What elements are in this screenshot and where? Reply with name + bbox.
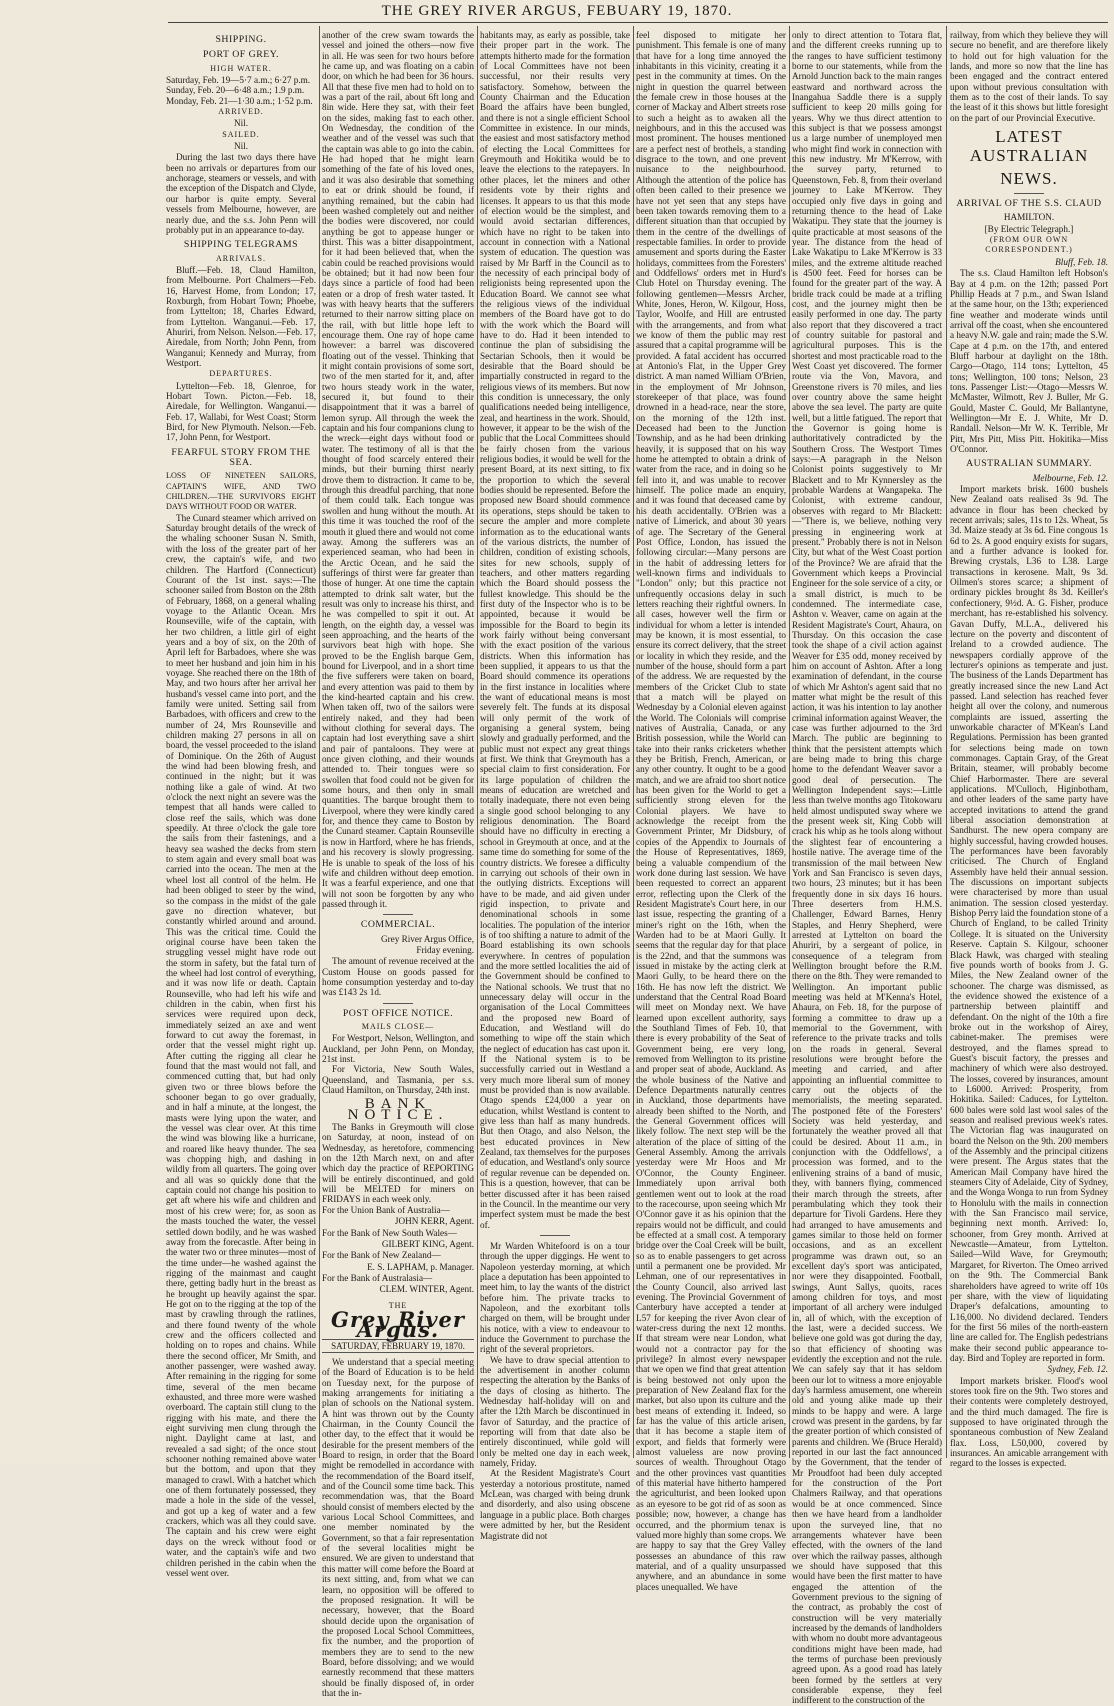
bank-holiday-paragraph: We have to draw special attention to the advertisement in another column respecting the alteration by the Banks of the days of closing as hitherto. The Wednesday half-holiday will on and after the 12th March be discontinued in favor of Saturday, and the practice of reporting will from that date also be entirely discontinued, while gold will only be melted one day in each week, namely, Friday. (480, 1354, 630, 1469)
telegrams-heading: SHIPPING TELEGRAMS (183, 239, 299, 251)
column-5 (792, 30, 943, 1706)
arrived-heading: ARRIVED. (218, 107, 264, 117)
column-rule (789, 26, 790, 1458)
column-6 (950, 30, 1108, 1469)
fearful-story-text: The Cunard steamer which arrived on Saturday brought details of the wreck of the whaling schooner Susan N. Smith, with the loss of the greater part of her crew, the captain's wife, and two children. The Hartford (Connecticut) Courant of the 1st inst. says:—The schooner sailed from Boston on the 28th of February, 1868, on a general whaling voyage to the Atlantic Ocean. Mrs Rounseville, wife of the captain, with her two children, a little girl of eight years and a boy of six, on the 20th of April left for Barbadoes, where she was to meet her husband and join him in his voyage. She reached there on the 18th of May, and two hours after her arrival her husband's vessel came into port, and the family were united. Setting sail from Barbadoes, with officers and crew to the number of 24, Mrs Rounseville and children making 27 persons in all on board, the vessel proceeded to the island of Dominique. On the 26th of August the wind had been blowing fresh, and continued in the night; but it was nothing like a gale of wind. At two o'clock the next night an severe was the tempest that all hands were called to close reef the sails, which was done speedily. At three o'clock the gale tore the sails from their fastenings, and a heavy sea washed the decks from stern to stem again and every small boat was carried into the ocean. The men at the wheel lost all control of the helm. He had been obliged to steer by the wind, so the compass in the midst of the gale gave no direction whatever, but constantly whirled around and around. This was the critical time. Could the original course have been taken the struggling vessel might have rode out the storm in safety, but the fatal turn of the wheel had lost control of everything, and it was now life or death. Captain Rounseville, who had left his wife and children in the cabin, when first his services were required upon deck, immediately seized an axe and went forward to cut away the foremast, in order that the vessel might right up. After cutting the rigging all clear he found that the mast would not fall, and commenced cutting that, but had only given two or three blows before the schooner began to go over gradually, and in half a minute, at the longest, the masts were lying upon the water, and the vessel was clear over. At this time the wind was blowing like a hurricane, and roared like heavy thunder. The sea was chopping high, and dashing in wildly from all quarters. The going over and all was so quickly done that the captain could not change his position to get aft where his wife and children and most of his crew were; for, as soon as the masts touched the water, the vessel settled down bodily, and he was washed away from the forecastle. After being in the water two or three minutes—most of the time under—he washed against the rigging of the mainmast and caught there, getting badly hurt in the breast as he brought up heavily against the spar. He got on to the rigging at the top of the mast by crawling through the ratlines, and there found twenty of the whole crew and the officers collected and holding on to ropes and chains. While there the second officer, Mr Smith, and another passenger, were washed away. After remaining in the rigging for some time, several of the men became exhausted, and three more were washed overboard. The captain still clung to the rigging with his mate, and there the eight surviving men clung through the night. Daylight came at last, and revealed a sad sight; of the once stout schooner nothing remained above water but the bottom, and upon that they managed to crawl. With a hatchet which one of them fortunately possessed, they made a hole in the side of the vessel, and got up a keg of water and a few crackers, which was all they could save. The captain and his crew were eight days on the wreck without food or water, and the captain's wife and two children perished in the cabin when the vessel went over. (166, 512, 317, 1578)
arrivals-text: Bluff.—Feb. 18, Claud Hamilton, from Melbourne. Port Chalmers—Feb. 16, Harvest Home, from London; 17, Roxburgh, from Hobart Town; Phoebe, from Lyttelton; 18, Charles Edward, from Lyttelton. Wanganui.—Feb. 17, Ahuriri, from Nelson. Nelson.—Feb. 17, Airedale, from North; John Penn, from Wanganui; Kennedy and Murray, from Westport. (166, 264, 316, 368)
bank-notice-heading: BANK NOTICE. (347, 1096, 449, 1123)
sailed-value: Nil. (233, 141, 249, 152)
bluff-dateline: Bluff, Feb. 18. (1055, 256, 1108, 267)
column-rule (319, 26, 320, 1458)
tide-line: Monday, Feb. 21—1·30 a.m.; 1·52 p.m. (166, 95, 313, 106)
story-continuation: another of the crew swam towards the vessel and joined the others—now five in all. He was seen for two hours before he came up, and was floating on a cabin door, on which he had been for 36 hours. All that these five men had to hold on to was a part of the rail, about 6ft long and 8in wide. Here they sat, with their feet on the sides, making fast to each other. On Wednesday, the condition of the weather and of the vessel was such that the captain was able to go into the cabin. He had hoped that he might learn something of the fate of his loved ones, and it was also desirable that something to eat or drink should be found, if anything remained, but the cabin had been washed completely out and neither the bodies were discovered, nor could anything be got to appease hunger or thirst. This was a bitter disappointment, for it had been believed that, when the cabin could be reached provisions would be obtained; but it had now been four days since a particle of food had been eaten or a drop of fresh water tasted. It was with heavy hearts that the sufferers returned to their narrow sitting place on the rail, with but little hope left to encourage them. One ray of hope came however: a barrel was discovered floating out of the vessel. Thinking that it might contain provisions of some sort, two of the men started for it, and, after two hours steady work in the water, secured it, but found to their disappointment that it was a barrel of lemon syrup. All through the week the captain and his four companions clung to the wreck—eight days without food or water. The testimony of all is that the thought of food scarcely entered their minds, but their burning thirst nearly drove them to distraction. It came to be, through this dreadful parching, that none of them could talk. Each tongue was swollen and hung without the mouth. At this time it was touched the roof of the mouth it glued there and would not come away. Among the sufferers was an experienced seaman, who had been in the Arctic Ocean, and he said the sufferings of thirst were far greater than those of hunger. At one time the captain attempted to drink salt water, but the result was only to increase his thirst, and he was compelled to spit it out. At length, on the eighth day, a vessel was seen approaching, and the hearts of the survivors beat high with hope. She proved to be the English barque Gem, bound for Liverpool, and in a short time the five sufferers were taken on board, and every attention was paid to them by the kind-hearted captain and his crew. When taken off, two of the sailors were entirely naked, and they had been without clothing for several days. The captain had lost everything save a shirt and pair of pantaloons. They were at once given clothing, and their wounds attended to. Their tongues were so swollen that food could not be given for some hours, and then only in small quantities. The barque brought them to Liverpool, where they were kindly cared for, and thence they came to Boston by the Cunard steamer. Captain Rounseville is now in Hartford, where he has friends, and his recovery is slowly progressing. He is unable to speak of the loss of his wife and children without deep emotion. It was a fearful experience, and one that will not soon be forgotten by any who passed through it. (322, 30, 474, 909)
commercial-date: Friday evening. (416, 944, 474, 955)
correspondent-note: (FROM OUR OWN CORRESPONDENT.) (985, 235, 1073, 255)
tide-line: Saturday, Feb. 19—5·7 a.m.; 6·27 p.m. (166, 75, 311, 86)
divider (540, 1235, 570, 1236)
post-office-text: For Victoria, New South Wales, Queensland, and Tasmania, per s.s. Claud Hamilton, on Thursday, 24th inst. (322, 1064, 474, 1096)
bank-signature-line: For the Bank of Australasia— (322, 1272, 433, 1283)
sydney-text: Import markets brisker. Flood's wool stores took fire on the 9th. Two stores and their contents were completely destroyed, and the third much damaged. The fire is supposed to have originated through the spontaneous combustion of New Zealand flax. Loss, L50,000, covered by insurances. An amicable arrangement with regard to the losses is expected. (950, 1375, 1108, 1469)
arrival-heading-ship: HAMILTON. (1003, 212, 1055, 223)
bank-signature-line: For the Bank of New Zealand— (322, 1250, 441, 1261)
editorial-continuation: habitants may, as early as possible, take their proper part in the work. The attempts hitherto made for the formation of Local Committees have not been successful, nor their results very satisfactory. Somehow, between the County Chairman and the Education Board the affairs have been bungled, and there is not a single efficient School Committee in existence. In our minds, the easiest and most satisfactory method of electing the Local Committees for Greymouth and Hokitika would be to leave the elections to the ratepayers. In other places, let the miners and other residents vote by their rights and licenses. It appears to us that this mode of election would be the simplest, and would avoid sectarian differences, which have no right to be taken into account in connection with a National system of education. The question was raised by Mr Barff in the Council as to the necessity of each principal body of religionists being represented upon the Education Board. We cannot see what the religious views of the individual members of the Board have got to do with the work which the Board will have to do. Had it been intended to continue the plan of subsidising the Sectarian Schools, then it would be desirable that the Board should be impartially constructed in regard to the religious views of its members. But now this condition is unnecessary, the only qualifications needed being intelligence, zeal, and heartiness in the work. Should, however, it appear to be the wish of the public that the Local Committees should be fairly chosen from the various religious bodies, it would be well for the present Board, at its next sitting, to fix the proportion to which the several bodies should be represented. Before the proposed new Board should commence its operations, steps should be taken to secure the ampler and more complete information as to the educational wants of the various districts, the number of children, condition of existing schools, sites for new schools, supply of teachers, and other matters regarding which the Board should possess the fullest knowledge. This should be the first duty of the Inspector who is to be appointed, because it would be impossible for the Board to begin its work fairly without being conversant with the exact position of the various districts. When this information has been supplied, it appears to us that the Board should commence its operations in the first instance in localities where the want of educational means is most severely felt. The funds at its disposal will only permit of the work of organising a general system, being slowly and gradually performed, and the public must not expect any great things at first. We think that Greymouth has a special claim to first consideration. For its large population of children the means of education are wretched and totally inadequate, there not even being a single good school belonging to any religious denomination. The Board should have no difficulty in erecting a school in Greymouth at once, and at the same time do something for some of the country districts. We foresee a difficulty in carrying out schools of their own in the outlying districts. Exceptions will have to be made, and aid given under rigid inspection, to private and denominational schools in some localities. The population of the interior is of too shifting a nature to admit of the Board establishing its own schools everywhere. In centres of population and the more settled localities the aid of the Government should be confined to the National schools. We trust that no unnecessary delay will occur in the organisation of the Local Committees and the proposed new Board of Education, and Westland will do something to wipe off the stain which the neglect of education has cast upon it. If the National system is to be successfully carried out in Westland a very much more liberal sum of money must be provided than is now available. Otago spends £24,000 a year on education, whilst Westland is content to give less than half as many hundreds. But then Otago, and also Nelson, the best educated provinces in New Zealand, tax themselves for the purposes of education, and Westland's only source of regular revenue can be depended on. This is a question, however, that can be better discussed after it has been raised in the Council. In the meantime our very imperfect system must be made the best of. (480, 30, 631, 1230)
column-rule (477, 26, 478, 1458)
nameplate-the: THE (388, 1300, 408, 1310)
post-office-text: For Westport, Nelson, Wellington, and Auckland, per John Penn, on Monday, 21st inst. (322, 1033, 474, 1064)
issue-date: SATURDAY, FEBRUARY 19, 1870. (322, 1339, 474, 1353)
sailed-heading: SAILED. (222, 129, 260, 139)
tide-line: Sunday, Feb. 20—6·48 a.m.; 1.9 p.m. (166, 85, 305, 96)
column-4 (636, 30, 787, 1592)
australian-summary-heading: AUSTRALIAN SUMMARY. (966, 458, 1092, 470)
local-news-continuation: only to direct attention to Totara flat, and the different creeks running up to the ranges to have sufficient testimony borne to our statements, while from the Arnold Junction back to the main ranges eastward and northward across the Inangahua Saddle there is a supply sufficient to keep 20 mills going for years. Why we thus direct attention to this subject is that we possess amongst us a large number of unemployed men who might find work in connection with this new industry. Mr M'Kerrow, with the survey party, returned to Queenstown, Feb. 8, from their overland journey to Lake M'Kerrow. They occupied only five days in going and returning thence to the head of Lake Wakatipu. They state that the journey is quite practicable at most seasons of the year. The distance from the head of Lake Wakatipu to Lake M'Kerrow is 33 miles, and the extreme altitude reached is 4500 feet. Feed for horses can be found for the greater part of the way. A bridle track could be made at a trifling cost, and the journey might then be easily performed in one day. The party also report that they discovered a tract of country suitable for pastoral and agricultural purposes. This is the shortest and most practicable road to the West Coast yet discovered. The former route via the Von, Mavora, and Greenstone rivers is 70 miles, and lies over country above the same height above the sea level. The party are quite well, but a little fatigued. The report that the Governor is going home is authoritatively contradicted by the Southern Cross. The Westport Times says:—A paragraph in the Nelson Colonist points suggestively to Mr Blackett and to Mr Kynnersley as the probable Wardens at Wangapeka. The Colonist, with extreme candour, observes with regard to Mr Blackett:—"There is, we believe, nothing very pressing in engineering work at present." Probably there is not in Nelson City, but what of the West Coast portion of the Province? We are afraid that the Government which keeps a Provincial Engineer for the sole service of a city, or a small district, is much to be condemned. The intermediate case, Ashton v. Weaver, came on again at the Resident Magistrate's Court, Ahaura, on Thursday. On this occasion the case took the shape of a civil action against Weaver for £35 odd, money received by him on account of Ashton. After a long examination of defendant, in the course of which Mr Ashton's agent said that no matter what might be the result of this action, it was his intention to lay another criminal information against Weaver, the case was further adjourned to the 3rd March. The public are beginning to think that the persistent attempts which are being made to bring this charge home to the defendant Weaver savor a good deal of persecution. The Wellington Independent says:—Little less than twelve months ago Titokowaru held almost undisputed sway where we the present week sit, King Cobb will crack his whip as he tools along without the slightest fear of encountering a hostile native. The average time of the transmission of the mail between New York and San Francisco is seven days, two hours, 23 minutes; but it has been frequently done in six days 16 hours. Three deserters from H.M.S. Challenger, Edward Barnes, Henry Staples, and Henry Shepherd, were arrested at Lyttelton on board the Ahuriri, by a sergeant of police, in consequence of a telegram from Wellington brought before the R.M. there on the 8th. They were remanded to Wellington. An important public meeting was held at M'Kenna's Hotel, Ahaura, on Feb. 18, for the purpose of forming a committee to draw up a memorial to the Government, with reference to the private tracks and tolls on the roads in general. Several resolutions were brought before the meeting and carried, and after appointing an influential committee to carry out the objects of the memorialists, the meeting separated. The postponed fête of the Foresters' Society was held yesterday, and fortunately the weather proved all that could be desired. About 11 a.m., in conjunction with the Oddfellows', a procession was formed, and to the enlivening strains of a band of music, they, with banners flying, commenced their march through the streets, after perambulating which they took their departure for Tivoli Gardens. Here they had arranged to have amusements and games similar to those held on former occasions, and as an excellent programme was drawn out, so an excellent day's sport was anticipated, nor were they disappointed. Football, swings, Aunt Sallys, quoits, races among children for toys, and most important of all archery were indulged in, all of which, with the exception of the last, were a decided success. We believe one gold was got during the day, so that efficiency of shooting was evidently the exception and not the rule. We can safely say that it has seldom been our lot to witness a more enjoyable day's harmless amusement, one wherein old and young alike made up their minds to be happy and were. A large crowd was present in the gardens, by far the greater portion of which consisted of parents and children. We (Bruce Herald) reported in our last the fact announced by the Government, that the tender of Mr Proudfoot had been duly accepted for the construction of the Port Chalmers Railway, and that operations would be at once commenced. Since then we have heard from a landholder upon the surveyed line, that no arrangements whatever have been effected, with the owners of the land over which the railway passes, although we should have supposed that this would have been the first matter to have engaged the attention of the Government previous to the signing of the contract, as probably the cost of construction will be very materially increased by the demands of landholders with whom no doubt more advantageous conditions might have been made, had the terms of purchase been previously agreed upon. As a good road has lately been formed by the settlers at very considerable expense, they feel indifferent to the construction of the (792, 30, 943, 1706)
post-office-heading: POST OFFICE NOTICE. (342, 1007, 454, 1019)
mails-close-heading: MAILS CLOSE— (361, 1021, 435, 1031)
arrival-heading: ARRIVAL OF THE S.S. CLAUD (956, 198, 1102, 210)
divider (383, 1003, 413, 1004)
commercial-heading: COMMERCIAL. (360, 919, 436, 931)
bank-notice-text: The Banks in Greymouth will close on Saturday, at noon, instead of on Wednesday, as heretofore, commencing on the 12th March next, on and after which day the practice of REPORTING will be entirely discontinued, and gold will be MELTED for miners on FRIDAYS in each week only. (322, 1122, 474, 1205)
divider (383, 914, 413, 915)
shipping-heading: SHIPPING. (215, 34, 267, 45)
high-water-heading: HIGH WATER. (210, 63, 272, 73)
bank-signature-line: For the Bank of New South Wales— (322, 1227, 457, 1238)
editorial-text: We understand that a special meeting of the Board of Education is to be held on Tuesday next, for the purpose of making arrangements for initiating a plan of schools on the National system. A hint was thrown out by the County Chairman, in the County Council the other day, to the effect that it would be desirable for the present members of the Board to resign, in order that the Board might be remodelled in accordance with the recommendation of the Board itself, and of the Council some time back. This recommendation was, that the Board should consist of members elected by the various Local School Committees, and one member nominated by the Government, so that a fair representation of the several localities might be ensured. We are given to understand that this matter will come before the Board at its next sitting, and, from what we can learn, no opposition will be offered to the proposed resignation. It will be necessary, however, that the Board should decide upon the organisation of the proposed Local School Committees, fix the number, and the proportion of members they are to send to the new Board, before dissolving; and we would earnestly recommend that these matters should be finally disposed of, in order that the in- (322, 1356, 474, 1698)
bank-signature-name: GILBERT KING, Agent. (381, 1238, 474, 1249)
warden-paragraph: Mr Warden Whitefoord is on a tour through the upper diggings. He went to Napoleon yesterday morning, at which place a deputation has been appointed to meet him, to lay the wants of the district before him. The private tracks to Napoleon, and the exorbitant tolls charged on them, will be brought under his notice, with a view to endeavour to induce the Government to purchase the right of the several proprietors. (480, 1240, 630, 1355)
column-3 (480, 30, 631, 1541)
page-masthead: THE GREY RIVER ARGUS, FEBUARY 19, 1870. (381, 3, 733, 19)
divider (1014, 193, 1044, 194)
departures-heading: DEPARTURES. (209, 369, 273, 379)
column-rule (946, 26, 947, 1458)
telegraph-note: [By Electric Telegraph.] (984, 223, 1074, 234)
departures-text: Lyttelton—Feb. 18, Glenroe, for Hobart Town. Picton.—Feb. 18, Airedale, for Wellington. Wanganui.—Feb. 17, Wallabi, for West Coast; Storm Bird, for New Plymouth. Nelson.—Feb. 17, John Penn, for Westport. (166, 380, 316, 443)
column-1 (166, 30, 317, 1578)
masthead-rule (168, 22, 1108, 23)
bank-signature-name: E. S. LAPHAM, p. Manager. (367, 1261, 474, 1272)
sydney-dateline: Sydney, Feb. 12. (1047, 1364, 1108, 1375)
court-paragraph: At the Resident Magistrate's Court yesterday a notorious prostitute, named McLean, was charged with being drunk and disorderly, and also using obscene language in a public place. Both charges were admitted by her, but the Resident Magistrate did not (480, 1468, 630, 1541)
bluff-text: The s.s. Claud Hamilton left Hobson's Bay at 4 p.m. on the 12th; passed Port Phillip Heads at 7 p.m., and Swan Island at the same hour, on the 13th; experienced fine weather and moderate winds until arrival off the coast, when she encountered a heavy N.W. gale and rain; made the S.W. Cape at 4 p.m. on the 17th, and entered Bluff harbour at daylight on the 18th. Cargo—Otago, 114 tons; Lyttelton, 45 tons; Wellington, 100 tons; Nelson, 23 tons. Passenger List:—Otago—Messrs W. McMaster, Wilmott, Rev J. Buller, Mr G. Gould, Master C. Gould, Mr Ballantyne, Wellington—Mr E. J. White, Mr D. Randall. Nelson—Mr W. K. Terrible, Mr Pitt, Mrs Pitt, Miss Pitt. Hokitika—Miss O'Connor. (950, 268, 1108, 454)
commercial-text: The amount of revenue received at the Custom House on goods passed for home consumption yesterday and to-day was £143 2s 1d. (322, 956, 474, 998)
bank-signature-name: CLEM. WINTER, Agent. (379, 1284, 474, 1295)
port-heading: PORT OF GREY. (202, 49, 280, 61)
bank-signature-line: For the Union Bank of Australia— (322, 1204, 450, 1215)
melbourne-text: Import markets brisk. 1600 bushels New Zealand oats realised 3s 9d. The advance in flour has been checked by recent arrivals; sales, 11s to 12s. Wheat, 5s 3d. Maize steady at 3s 6d. Fine congous 1s 6d to 2s. A good enquiry exists for sugars, and a further advance is looked for. Brewing crystals, L36 to L38. Large transactions in kerosene. Malt, 9s 3d. Oilmen's stores scarce; a shipment of ordinary pickles brought 8s 3d. Keiller's confectionery, 9½d. A. G. Fisher, produce merchant, has re-established his solvency. Gavan Duffy, M.L.A., delivered his lecture on the poverty and discontent of Ireland to a crowded audience. The newspapers cordially approve of the lecturer's opinions as temperate and just. The business of the Lands Department has greatly increased since the new Land Act passed. Land selection has reached fever height all over the colony, and numerous complaints are issued, asserting the unworkable character of M'Kean's Land Regulations. Permission has been granted for selections being made on town commonages. Captain Gray, of the Great Britain, steamer, will probably become Chief Harbormaster. There are several applications. M'Culloch, Higinbotham, and other leaders of the same party have accepted invitations to attend the grand liberal association demonstration at Sandhurst. The new opera company are highly successful, having crowded houses. The performances have been favorably criticised. The Church of England Assembly have held their annual session. The discussions on important subjects were characterised by more than usual animation. The session closed yesterday. Bishop Perry laid the foundation stone of a Church of England, to be called Trinity College. It is situated on the University Reserve. Captain S. Kilgour, schooner Black Hawk, was charged with stealing five pounds worth of books from J. G. Miles, the New Zealand owner of the schooner. The charge was dismissed, as the evidence showed the existence of a partnership between plaintiff and defendant. On the night of the 10th a fire broke out in the workshop of Airey, cabinet-maker. The premises were destroyed, and the flames spread to Guest's biscuit factory, the presses and machinery of which were also destroyed. The losses, covered by insurances, amount to L6000. Arrived: Prosperity, from Hokitika. Sailed: Caduces, for Lyttelton. 600 bales were sold last wool sales of the season and realised previous week's rates. The Victorian flag was inaugurated on board the Nelson on the 9th. 200 members of the Assembly and the principal citizens were present. The Argus states that the American Mail Company have hired the steamers City of Adelaide, City of Sydney, and the Wonga Wonga to run from Sydney to Honolulu with the mails in connection with the San Francisco mail service, beginning next month. Arrived: Io, schooner, from Grey month. Arrived at Newcastle—Amateur, from Lyttelton. Sailed—Wild Wave, for Greymouth; Margaret, for Riverton. The Omeo arrived on the 9th. The Commercial Bank shareholders have agreed to write off 10s per share, with the view of liquidating Draper's defalcations, amounting to L16,000. No dividend declared. Tenders for the first 56 miles of the north-eastern line are called for. The English pedestrians make their second public appearance to-day. Bird and Topley are reported in form. (950, 484, 1108, 1363)
shipping-paragraph: During the last two days there have been no arrivals or departures from our anchorage, steamers or vessels, and with the exception of the Dispatch and Clyde, our harbor is quite empty. Several vessels from Melbourne, however, are nearly due, and the s.s. John Penn will probably put in an appearance to-day. (166, 152, 316, 235)
fearful-story-heading: FEARFUL STORY FROM THE SEA. (171, 446, 311, 469)
railway-continuation: railway, from which they believe they will secure no benefit, and are therefore likely to hold out for high valuation for the lands, and more so now that the line has been engaged and the contract entered upon without previous consultation with them as to the cost of their lands. To say the least of it this shows but little foresight on the part of our Provincial Executive. (950, 30, 1108, 123)
arrived-value: Nil. (233, 118, 249, 129)
melbourne-dateline: Melbourne, Feb. 12. (1032, 472, 1108, 483)
column-rule (633, 26, 634, 1458)
local-news-text: feel disposed to mitigate her punishment. This female is one of many that have for a long time annoyed the inhabitants in this vicinity, creating it a pest in the community at times. On the night in question the quarrel between the female crew in those houses at the corner of Mackay and Albert streets rose to such a height as to awaken all the neighbours, and in this the accused was most prominent. The houses mentioned are a perfect nest of brothels, a standing disgrace to the town, and one prevent nuisance to the neighbourhood. Although the attention of the police has often been called to their presence we have not yet seen that any steps have been taken towards removing them to a different situation than that occupied by them in the centre of the dwellings of respectable families. In order to provide amusement and sports during the Easter holidays, committees from the Foresters' and Oddfellows' orders met in Hurd's Club Hotel on Thursday evening. The following gentlemen—Messrs Archer, White, Jones, Heron, W. Kilgour, Hoss, Taylor, Woolfe, and Hill are entrusted with the arrangements, and from what we know of them the public may rest assured that a capital programme will be provided. A fatal accident has occurred at Antonio's Flat, in the Upper Grey district. A man named William O'Brien, in the employment of Mr Johnson, storekeeper of that place, was found drowned in a head-race, near the store, on the morning of the 12th inst. Deceased had been to the Junction Township, and as he had been drinking heavily, it is supposed that on his way home he attempted to obtain a drink of water from the race, and in doing so he fell into it, and was unable to recover himself. The police made an enquiry, and it was found that deceased came by his death accidentally. O'Brien was a native of Limerick, and about 30 years of age. The Secretary of the General Post Office, London, has issued the following circular:—Many persons are in the habit of addressing letters for well-known firms and individuals to "London" only; but this practice not unfrequently occasions delay in such letters reaching their rightful owners. In all cases, however well the firm or individual for whom a letter is intended may be known, it is most essential, to ensure its correct delivery, that the street or locality in which they reside, and the number of the house, should form a part of the address. We are requested by the members of the Cricket Club to state that a match will be played on Wednesday by a Colonial eleven against the World. The Colonials will comprise natives of Australia, Canada, or any British possession, while the World can take into their ranks cricketers whether they be British, French, American, or any other country. It ought to be a good match, and we are afraid too short notice has been given for the World to get a sufficiently strong eleven for the Colonial players. We have to acknowledge the receipt from the Government Printer, Mr Didsbury, of copies of the Appendix to Journals of the House of Representatives, 1869, being a valuable compendium of the work done during last session. We have been requested to correct an apparent error, reflecting upon the Clerk of the Resident Magistrate's Court here, in our last issue, respecting the granting of a miner's right on the 16th, when the Warden had to be at Maori Gully. It seems that the regular day for that place is the 22nd, and that the summons was issued in mistake by the acting clerk at Maori Gully, to be heard there on the 16th. He has now left the district. We understand that the Central Road Board will meet on Monday next. We have learned upon excellent authority, says the Southland Times of Feb. 10, that there is every probability of the Seat of Government being, ere very long, removed from Wellington to its pristine and proper seat of abode, Auckland. As the whole business of the Native and Defence Departments naturally centres in Auckland, those departments have already been shifted to the North, and the General Government offices will likely follow. The next step will be the alteration of the place of sitting of the General Assembly. Among the arrivals yesterday were Mr Hoos and Mr O'Connor, the County Engineer. Immediately upon arrival both gentlemen went out to look at the road to the racecourse, upon seeing which Mr O'Connor gave it as his opinion that the repairs would not be difficult, and could be effected at a small cost. A temporary bridge over the Coal Creek will be built, so as to enable passengers to get across until a permanent one be provided. Mr Lehman, one of our representatives in the County Council, also arrived last evening. The Provincial Government of Canterbury have accepted a tender at L57 for keeping the river Avon clear of water-cress during the next 12 months. If that stream were near London, what would not a contractor pay for the privilege? In almost every newspaper that we open we find that great attention is being bestowed not only upon the preparation of New Zealand flax for the market, but also upon its culture and the best means of extending it. Indeed, so far has the value of this article arisen, that it has become a staple item of export, and fields that formerly were almost valueless are now proving sources of wealth. Throughout Otago and the other provinces vast quantities of this material have hitherto hampered the agriculturist, and been looked upon as an eyesore to be got rid of as soon as possible; now, however, a change has occurred, and the phormium tenax is valued more highly than some crops. We are happy to say that the Grey Valley possesses an abundance of this raw material, and of a quality unsurpassed anywhere, and an abundance in some places unequalled. We have (636, 30, 787, 1592)
arrivals-heading: ARRIVALS. (216, 253, 266, 263)
fearful-story-subheading: LOSS OF NINETEEN SAILORS, CAPTAIN'S WIFE, AND TWO CHILDREN.—THE SURVIVORS EIGHT DAYS WITHOUT FOOD OR WATER. (166, 471, 316, 512)
bank-signature-name: JOHN KERR, Agent. (394, 1216, 474, 1227)
commercial-office: Grey River Argus Office, (380, 933, 474, 944)
latest-news-heading: LATEST AUSTRALIAN (969, 127, 1089, 166)
latest-news-heading: NEWS. (1000, 169, 1058, 189)
column-2 (322, 30, 474, 1698)
newspaper-nameplate: Grey River Argus. (331, 1306, 465, 1343)
